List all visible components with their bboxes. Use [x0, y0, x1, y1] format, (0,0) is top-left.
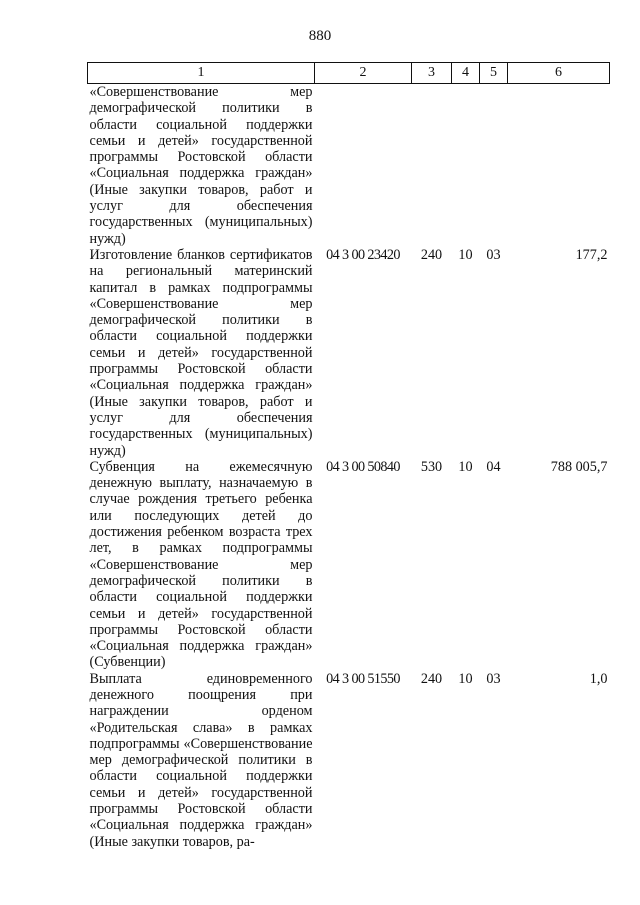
row-subsection: 04 — [486, 458, 501, 475]
column-header-3: 3 — [412, 63, 452, 84]
row-subsection — [480, 84, 508, 247]
row-type: 240 — [420, 670, 443, 687]
row-description: Субвенция на ежемесячную денежную выплату, назначаемую в случае рождения третьего ребенка или последующих детей до достижения ребенком возраста трех лет, в рамках подпрограммы «Совершенствование мер демографической политики в области социальной поддержки семьи и детей» государственной программы Ростовской области «Социальная поддержка граждан» (Субвенции) — [89, 458, 313, 671]
column-header-2: 2 — [315, 63, 412, 84]
table-row — [88, 247, 610, 459]
page-number: 880 — [308, 28, 332, 44]
row-amount — [508, 84, 610, 247]
row-type: 240 — [420, 246, 443, 263]
row-section: 10 — [458, 246, 473, 263]
row-section — [452, 84, 480, 247]
row-description: Изготовление бланков сертификатов на региональный материнский капитал в рамках подпрограммы «Совершенствование мер демографической политики в области социальной поддержки семьи и детей» государственной программы Ростовской области «Социальная поддержка граждан» (Иные закупки товаров, работ и услуг для обеспечения государственных (муниципальных) нужд) — [89, 246, 313, 459]
budget-table — [87, 62, 610, 850]
column-header-5: 5 — [480, 63, 508, 84]
row-description: «Совершенствование мер демографической политики в области социальной поддержки семьи и детей» государственной программы Ростовской области «Социальная поддержка граждан» (Иные закупки товаров, работ и услуг для обеспечения государственных (муниципальных) нужд) — [89, 84, 313, 247]
table-body — [88, 84, 610, 850]
row-subsection: 03 — [486, 670, 501, 687]
table-row — [88, 671, 610, 850]
row-code: 04 3 00 23420 — [326, 246, 400, 263]
column-header-4: 4 — [452, 63, 480, 84]
table-header — [88, 63, 610, 84]
header-row — [88, 63, 610, 84]
row-section: 10 — [458, 458, 473, 475]
column-header-6: 6 — [508, 63, 610, 84]
row-amount: 1,0 — [589, 670, 608, 687]
row-code — [315, 84, 412, 247]
row-amount: 177,2 — [575, 246, 608, 263]
table-row — [88, 84, 610, 247]
row-code: 04 3 00 50840 — [326, 458, 400, 475]
row-type: 530 — [420, 458, 443, 475]
row-type — [412, 84, 452, 247]
row-section: 10 — [458, 670, 473, 687]
row-amount: 788 005,7 — [550, 458, 608, 475]
row-subsection: 03 — [486, 246, 501, 263]
column-header-1: 1 — [88, 63, 315, 84]
table-row — [88, 459, 610, 671]
row-description: Выплата единовременного денежного поощрения при награждении орденом «Родительская слава» в рамках подпрограммы «Совершенствование мер демографической политики в области социальной поддержки семьи и детей» государственной программы Ростовской области «Социальная поддержка граждан» (Иные закупки товаров, ра- — [89, 670, 313, 850]
row-code: 04 3 00 51550 — [326, 670, 400, 687]
